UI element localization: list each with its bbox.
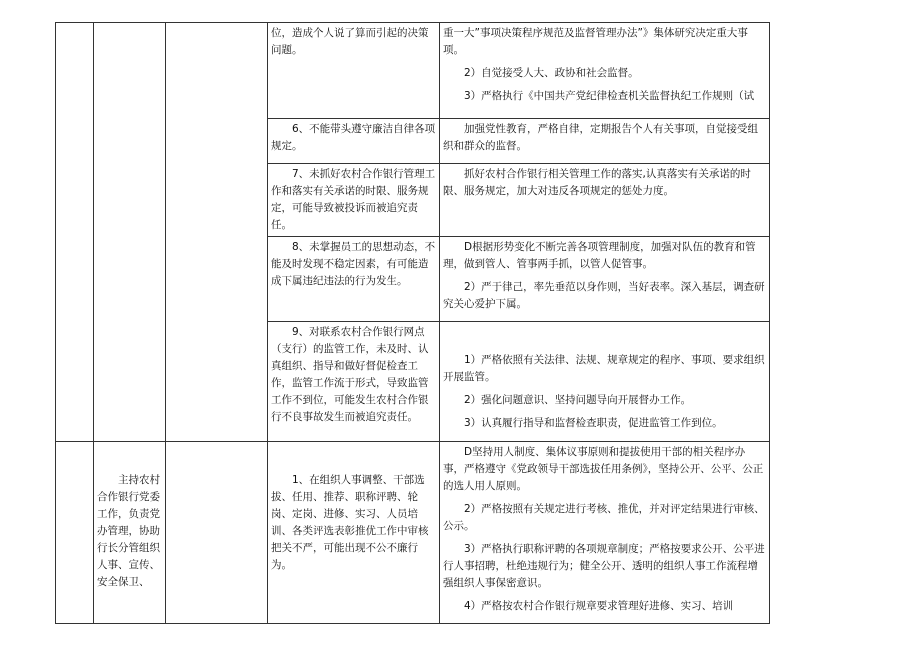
blank-cell bbox=[166, 23, 268, 442]
measure-item: 3）认真履行指导和监督检查职责，促进监管工作到位。 bbox=[464, 417, 723, 429]
role-cell bbox=[94, 23, 166, 442]
risk-table bbox=[55, 22, 770, 624]
measure-item: D根据形势变化不断完善各项管理制度，加强对队伍的教育和管理，做到管人、管事两手抓，以管人促管事。 bbox=[443, 241, 756, 270]
measure-item: 2）严于律己，率先垂范以身作则，当好表率。深入基层，调查研究关心爱护下属。 bbox=[443, 281, 765, 310]
measure-cell bbox=[440, 119, 770, 164]
measure-item: 3）严格执行《中国共产党纪律检查机关监督执纪工作规则（试 bbox=[464, 90, 755, 102]
table-row bbox=[56, 23, 770, 119]
blank-cell bbox=[166, 442, 268, 624]
risk-cell: 9、对联系农村合作银行网点（支行）的监管工作，未及时、认真组织、指导和做好督促检查工作，监管工作流于形式，导致监管工作不到位，可能发生农村合作银行不良事故发生而被追究责任。 bbox=[268, 322, 440, 442]
measure-item: 4）严格按农村合作银行规章要求管理好进修、实习、培训 bbox=[464, 600, 734, 612]
blank-cell bbox=[56, 23, 94, 442]
measure-cell bbox=[440, 23, 770, 119]
role-cell: 主持农村合作银行党委工作，负责党办管理，协助行长分管组织人事、宣传、安全保卫、 bbox=[94, 442, 166, 624]
table-row bbox=[56, 442, 770, 624]
blank-cell bbox=[56, 442, 94, 624]
measure-item: 抓好农村合作银行相关管理工作的落实,认真落实有关承诺的时限、服务规定，加大对违反各项规定的惩处力度。 bbox=[443, 168, 751, 197]
measure-item: 加强党性教育，严格自律，定期报告个人有关事项，自觉接受组织和群众的监督。 bbox=[443, 123, 758, 152]
measure-item: 2）严格按照有关规定进行考核、推优，并对评定结果进行审核、公示。 bbox=[443, 503, 765, 532]
measure-cell bbox=[440, 164, 770, 237]
measure-item: 3）严格执行职称评聘的各项规章制度；严格按要求公开、公平进行人事招聘，杜绝违规行为；健全公开、透明的组织人事工作流程增强组织人事保密意识。 bbox=[443, 543, 765, 589]
risk-cell: 7、未抓好农村合作银行管理工作和落实有关承诺的时限、服务规定，可能导致被投诉而被追究责任。 bbox=[268, 164, 440, 237]
risk-cell: 6、不能带头遵守廉洁自律各项规定。 bbox=[268, 119, 440, 164]
measure-cell bbox=[440, 442, 770, 624]
measure-item: D坚持用人制度、集体议事原则和提拔使用干部的相关程序办事，严格遵守《党政领导干部选拔任用条例》，坚持公开、公平、公正的选人用人原则。 bbox=[443, 446, 764, 492]
measure-cell bbox=[440, 322, 770, 442]
risk-cell: 位，造成个人说了算而引起的决策问题。 bbox=[268, 23, 440, 119]
measure-cell bbox=[440, 237, 770, 322]
measure-item: 2）强化问题意识、坚持问题导向开展督办工作。 bbox=[464, 394, 692, 406]
risk-cell: 1、在组织人事调整、干部选拔、任用、推荐、职称评聘、轮岗、定岗、进修、实习、人员培训、各类评选表彰推优工作中审核把关不严，可能出现不公不廉行为。 bbox=[268, 442, 440, 624]
measure-item: 1）严格依照有关法律、法规、规章规定的程序、事项、要求组织开展监管。 bbox=[443, 354, 765, 383]
measure-item: 2）自觉接受人大、政协和社会监督。 bbox=[464, 67, 639, 79]
risk-cell: 8、未掌握员工的思想动态，不能及时发现不稳定因素，有可能造成下属违纪违法的行为发生。 bbox=[268, 237, 440, 322]
measure-item: 重一大”事项决策程序规范及监督管理办法”》集体研究决定重大事项。 bbox=[443, 27, 748, 56]
